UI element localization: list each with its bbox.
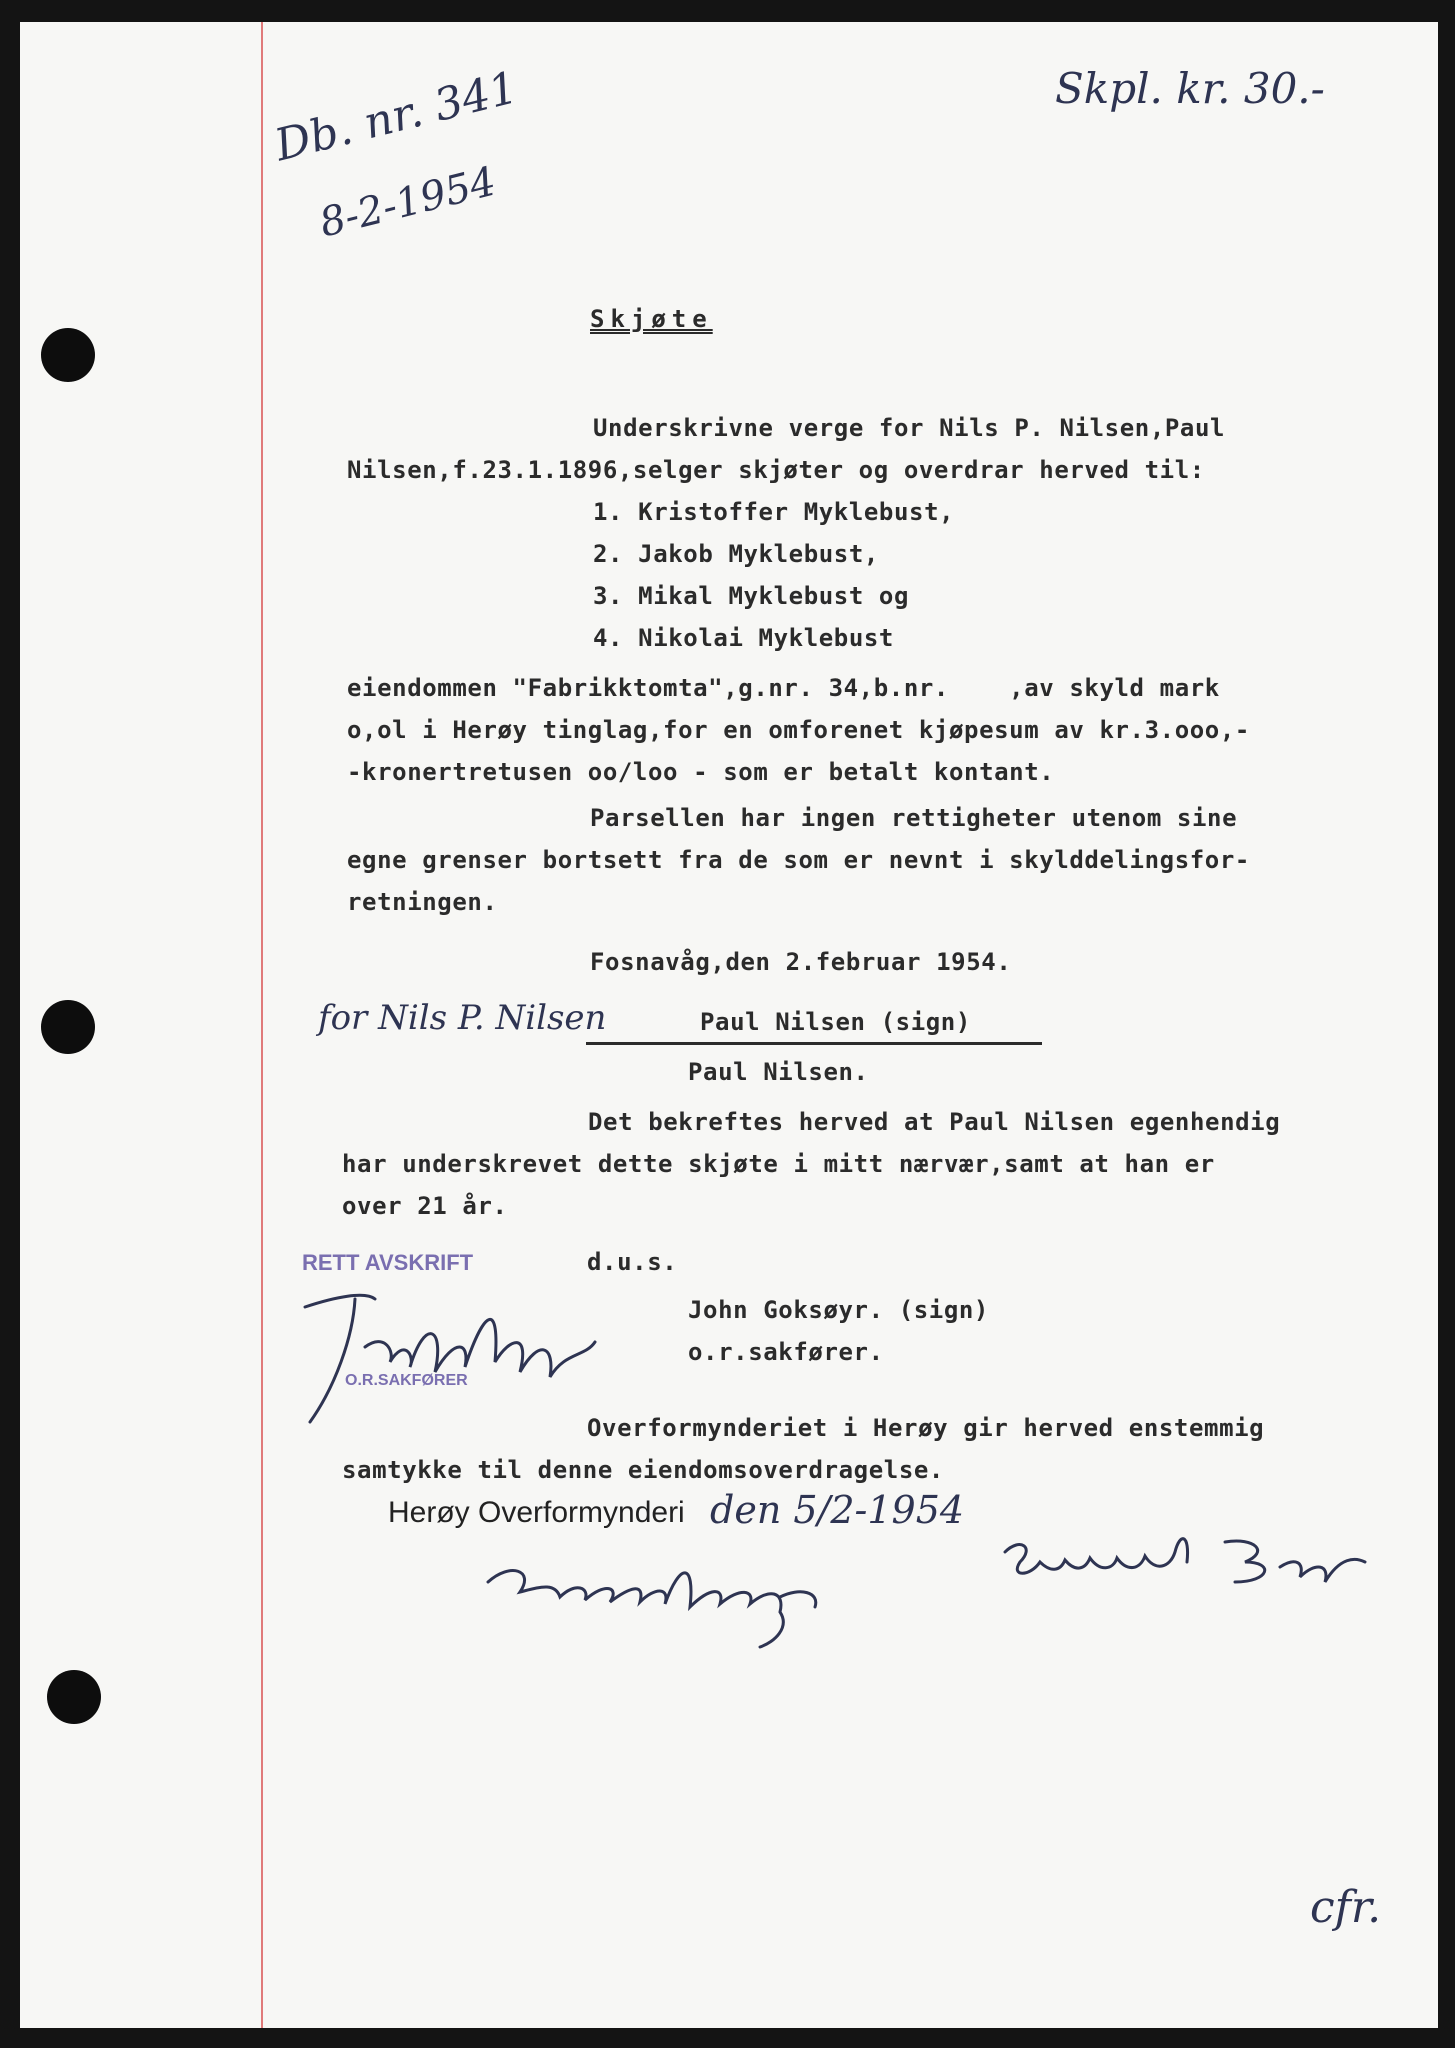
signed-name: Paul Nilsen (sign)	[700, 1008, 971, 1036]
document-page	[20, 22, 1438, 2028]
document-title: Skjøte	[590, 305, 713, 333]
rights-line-2: egne grenser bortsett fra de som er nevnt i skylddelingsfor-	[347, 846, 1250, 874]
dus: d.u.s.	[587, 1248, 678, 1276]
printed-authority: Herøy Overformynderi	[388, 1496, 685, 1529]
property-line-3: -kronertretusen oo/loo - som er betalt kontant.	[347, 758, 1055, 786]
confirmation-signer-title: o.r.sakfører.	[688, 1338, 884, 1366]
buyer-4: 4. Nikolai Myklebust	[593, 624, 894, 652]
punch-hole	[41, 328, 95, 382]
punch-hole	[41, 1000, 95, 1054]
intro-line-1: Underskrivne verge for Nils P. Nilsen,Paul	[593, 414, 1226, 442]
confirmation-line-2: har underskrevet dette skjøte i mitt nærvær,samt at han er	[342, 1150, 1215, 1178]
initials-bottom: cfr.	[1310, 1882, 1382, 1933]
intro-line-2: Nilsen,f.23.1.1896,selger skjøter og overdrar herved til:	[347, 456, 1205, 484]
rights-line-3: retningen.	[347, 888, 498, 916]
rights-line-1: Parsellen har ingen rettigheter utenom sine	[590, 804, 1238, 832]
signature-rule	[586, 1042, 1042, 1045]
handwritten-for: for Nils P. Nilsen	[318, 998, 607, 1038]
guardianship-line-2: samtykke til denne eiendomsoverdragelse.	[342, 1456, 944, 1484]
buyer-2: 2. Jakob Myklebust,	[593, 540, 879, 568]
signature-2	[995, 1522, 1385, 1602]
fee-annotation: Skpl. kr. 30.-	[1055, 64, 1325, 113]
confirmation-signer: John Goksøyr. (sign)	[688, 1296, 989, 1324]
confirmation-line-1: Det bekreftes herved at Paul Nilsen egenhendig	[588, 1108, 1281, 1136]
stamp-rett-avskrift: RETT AVSKRIFT	[302, 1250, 474, 1275]
doc-number-line1: Db. nr. 341	[270, 62, 523, 172]
margin-line	[261, 22, 263, 2028]
property-line-2: o,ol i Herøy tinglag,for en omforenet kjøpesum av kr.3.ooo,-	[347, 716, 1250, 744]
doc-number-line2: 8-2-1954	[315, 158, 501, 247]
confirmation-line-3: over 21 år.	[342, 1192, 508, 1220]
punch-hole	[47, 1670, 101, 1724]
printed-name: Paul Nilsen.	[688, 1058, 869, 1086]
buyer-3: 3. Mikal Myklebust og	[593, 582, 910, 610]
stamp-title: O.R.SAKFØRER	[345, 1372, 468, 1389]
property-line-1: eiendommen "Fabrikktomta",g.nr. 34,b.nr. ,av skyld mark	[347, 674, 1220, 702]
buyer-1: 1. Kristoffer Myklebust,	[593, 498, 955, 526]
place-date: Fosnavåg,den 2.februar 1954.	[590, 948, 1012, 976]
guardianship-line-1: Overformynderiet i Herøy gir herved enstemmig	[587, 1414, 1265, 1442]
stamp-signature	[295, 1277, 615, 1437]
handwritten-date: den 5/2-1954	[710, 1488, 965, 1532]
signature-1	[480, 1542, 920, 1652]
